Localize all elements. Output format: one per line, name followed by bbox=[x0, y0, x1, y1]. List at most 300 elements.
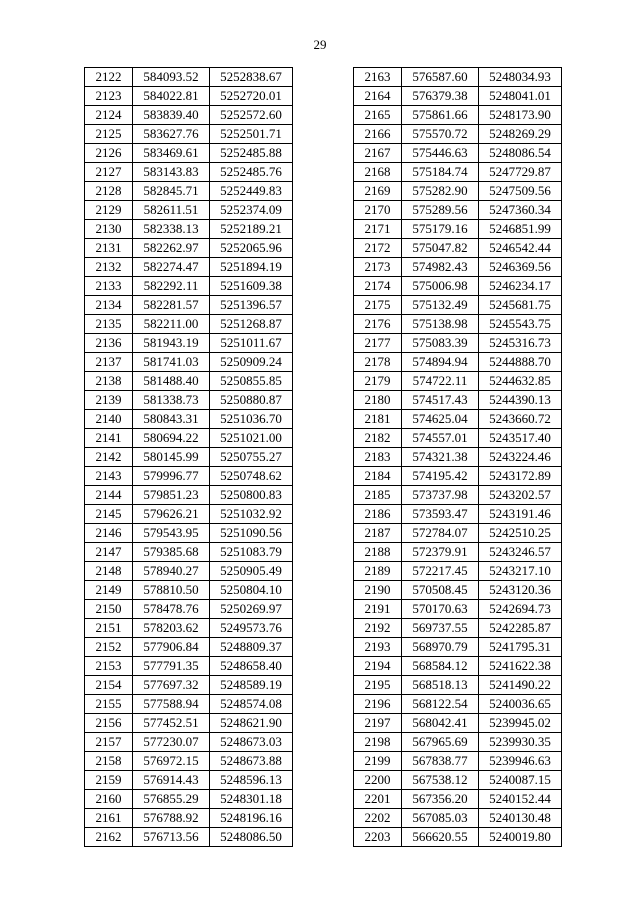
table-row bbox=[85, 752, 293, 771]
y-coordinate-cell: 5246234.17 bbox=[479, 277, 562, 296]
point-number-cell: 2168 bbox=[354, 163, 402, 182]
x-coordinate-cell: 568042.41 bbox=[402, 714, 479, 733]
table-row bbox=[85, 676, 293, 695]
table-row bbox=[85, 391, 293, 410]
point-number-cell: 2127 bbox=[85, 163, 133, 182]
table-row bbox=[354, 676, 562, 695]
x-coordinate-cell: 577588.94 bbox=[133, 695, 210, 714]
table-row bbox=[354, 562, 562, 581]
table-row bbox=[85, 372, 293, 391]
table-row bbox=[85, 714, 293, 733]
point-number-cell: 2164 bbox=[354, 87, 402, 106]
table-row bbox=[354, 524, 562, 543]
point-number-cell: 2136 bbox=[85, 334, 133, 353]
table-row bbox=[85, 828, 293, 847]
y-coordinate-cell: 5252572.60 bbox=[210, 106, 293, 125]
x-coordinate-cell: 582292.11 bbox=[133, 277, 210, 296]
point-number-cell: 2128 bbox=[85, 182, 133, 201]
point-number-cell: 2174 bbox=[354, 277, 402, 296]
table-row bbox=[354, 258, 562, 277]
table-row bbox=[354, 695, 562, 714]
point-number-cell: 2176 bbox=[354, 315, 402, 334]
y-coordinate-cell: 5240130.48 bbox=[479, 809, 562, 828]
table-row bbox=[85, 258, 293, 277]
table-row bbox=[85, 296, 293, 315]
x-coordinate-cell: 574722.11 bbox=[402, 372, 479, 391]
y-coordinate-cell: 5242285.87 bbox=[479, 619, 562, 638]
point-number-cell: 2150 bbox=[85, 600, 133, 619]
point-number-cell: 2152 bbox=[85, 638, 133, 657]
point-number-cell: 2190 bbox=[354, 581, 402, 600]
point-number-cell: 2183 bbox=[354, 448, 402, 467]
point-number-cell: 2175 bbox=[354, 296, 402, 315]
table-row bbox=[354, 486, 562, 505]
y-coordinate-cell: 5241622.38 bbox=[479, 657, 562, 676]
table-row bbox=[354, 809, 562, 828]
point-number-cell: 2193 bbox=[354, 638, 402, 657]
table-row bbox=[85, 201, 293, 220]
x-coordinate-cell: 582338.13 bbox=[133, 220, 210, 239]
table-row bbox=[85, 68, 293, 87]
table-row bbox=[354, 277, 562, 296]
x-coordinate-cell: 578940.27 bbox=[133, 562, 210, 581]
table-row bbox=[354, 163, 562, 182]
point-number-cell: 2156 bbox=[85, 714, 133, 733]
coordinates-table-right bbox=[353, 67, 562, 847]
table-row bbox=[85, 581, 293, 600]
y-coordinate-cell: 5248574.08 bbox=[210, 695, 293, 714]
table-row bbox=[354, 220, 562, 239]
table-row bbox=[354, 239, 562, 258]
point-number-cell: 2148 bbox=[85, 562, 133, 581]
point-number-cell: 2137 bbox=[85, 353, 133, 372]
point-number-cell: 2201 bbox=[354, 790, 402, 809]
table-row bbox=[85, 657, 293, 676]
x-coordinate-cell: 581943.19 bbox=[133, 334, 210, 353]
point-number-cell: 2151 bbox=[85, 619, 133, 638]
table-row bbox=[85, 277, 293, 296]
table-row bbox=[354, 87, 562, 106]
x-coordinate-cell: 579385.68 bbox=[133, 543, 210, 562]
point-number-cell: 2125 bbox=[85, 125, 133, 144]
table-row bbox=[354, 790, 562, 809]
y-coordinate-cell: 5240036.65 bbox=[479, 695, 562, 714]
table-row bbox=[354, 638, 562, 657]
y-coordinate-cell: 5250748.62 bbox=[210, 467, 293, 486]
y-coordinate-cell: 5248173.90 bbox=[479, 106, 562, 125]
point-number-cell: 2187 bbox=[354, 524, 402, 543]
x-coordinate-cell: 576379.38 bbox=[402, 87, 479, 106]
table-row bbox=[85, 562, 293, 581]
point-number-cell: 2131 bbox=[85, 239, 133, 258]
table-row bbox=[85, 410, 293, 429]
point-number-cell: 2135 bbox=[85, 315, 133, 334]
point-number-cell: 2179 bbox=[354, 372, 402, 391]
table-row bbox=[85, 448, 293, 467]
y-coordinate-cell: 5241795.31 bbox=[479, 638, 562, 657]
point-number-cell: 2147 bbox=[85, 543, 133, 562]
y-coordinate-cell: 5243202.57 bbox=[479, 486, 562, 505]
table-row bbox=[354, 410, 562, 429]
x-coordinate-cell: 573593.47 bbox=[402, 505, 479, 524]
table-row bbox=[85, 790, 293, 809]
table-row bbox=[85, 695, 293, 714]
x-coordinate-cell: 582611.51 bbox=[133, 201, 210, 220]
point-number-cell: 2161 bbox=[85, 809, 133, 828]
table-row bbox=[85, 144, 293, 163]
x-coordinate-cell: 578203.62 bbox=[133, 619, 210, 638]
x-coordinate-cell: 579851.23 bbox=[133, 486, 210, 505]
page-number: 29 bbox=[313, 37, 327, 52]
point-number-cell: 2142 bbox=[85, 448, 133, 467]
x-coordinate-cell: 581488.40 bbox=[133, 372, 210, 391]
point-number-cell: 2198 bbox=[354, 733, 402, 752]
x-coordinate-cell: 577230.07 bbox=[133, 733, 210, 752]
table-row bbox=[354, 733, 562, 752]
y-coordinate-cell: 5252485.76 bbox=[210, 163, 293, 182]
x-coordinate-cell: 580145.99 bbox=[133, 448, 210, 467]
x-coordinate-cell: 578810.50 bbox=[133, 581, 210, 600]
point-number-cell: 2122 bbox=[85, 68, 133, 87]
table-row bbox=[354, 657, 562, 676]
x-coordinate-cell: 579543.95 bbox=[133, 524, 210, 543]
table-row bbox=[354, 600, 562, 619]
x-coordinate-cell: 576788.92 bbox=[133, 809, 210, 828]
y-coordinate-cell: 5252485.88 bbox=[210, 144, 293, 163]
y-coordinate-cell: 5250804.10 bbox=[210, 581, 293, 600]
point-number-cell: 2146 bbox=[85, 524, 133, 543]
y-coordinate-cell: 5251032.92 bbox=[210, 505, 293, 524]
point-number-cell: 2138 bbox=[85, 372, 133, 391]
x-coordinate-cell: 573737.98 bbox=[402, 486, 479, 505]
x-coordinate-cell: 570508.45 bbox=[402, 581, 479, 600]
y-coordinate-cell: 5251011.67 bbox=[210, 334, 293, 353]
table-row bbox=[354, 144, 562, 163]
point-number-cell: 2182 bbox=[354, 429, 402, 448]
y-coordinate-cell: 5252449.83 bbox=[210, 182, 293, 201]
y-coordinate-cell: 5240087.15 bbox=[479, 771, 562, 790]
table-row bbox=[354, 334, 562, 353]
y-coordinate-cell: 5248596.13 bbox=[210, 771, 293, 790]
y-coordinate-cell: 5239945.02 bbox=[479, 714, 562, 733]
y-coordinate-cell: 5246369.56 bbox=[479, 258, 562, 277]
y-coordinate-cell: 5251396.57 bbox=[210, 296, 293, 315]
table-row bbox=[354, 581, 562, 600]
point-number-cell: 2166 bbox=[354, 125, 402, 144]
x-coordinate-cell: 575083.39 bbox=[402, 334, 479, 353]
point-number-cell: 2153 bbox=[85, 657, 133, 676]
point-number-cell: 2158 bbox=[85, 752, 133, 771]
point-number-cell: 2155 bbox=[85, 695, 133, 714]
y-coordinate-cell: 5252189.21 bbox=[210, 220, 293, 239]
table-row bbox=[85, 87, 293, 106]
x-coordinate-cell: 576972.15 bbox=[133, 752, 210, 771]
table-row bbox=[85, 809, 293, 828]
y-coordinate-cell: 5248809.37 bbox=[210, 638, 293, 657]
x-coordinate-cell: 580843.31 bbox=[133, 410, 210, 429]
table-row bbox=[354, 201, 562, 220]
x-coordinate-cell: 574517.43 bbox=[402, 391, 479, 410]
x-coordinate-cell: 575138.98 bbox=[402, 315, 479, 334]
table-row bbox=[85, 125, 293, 144]
point-number-cell: 2195 bbox=[354, 676, 402, 695]
point-number-cell: 2181 bbox=[354, 410, 402, 429]
point-number-cell: 2149 bbox=[85, 581, 133, 600]
y-coordinate-cell: 5243217.10 bbox=[479, 562, 562, 581]
table-row bbox=[354, 391, 562, 410]
x-coordinate-cell: 581741.03 bbox=[133, 353, 210, 372]
table-row bbox=[354, 828, 562, 847]
point-number-cell: 2141 bbox=[85, 429, 133, 448]
point-number-cell: 2140 bbox=[85, 410, 133, 429]
point-number-cell: 2163 bbox=[354, 68, 402, 87]
point-number-cell: 2144 bbox=[85, 486, 133, 505]
table-row bbox=[85, 429, 293, 448]
x-coordinate-cell: 568970.79 bbox=[402, 638, 479, 657]
y-coordinate-cell: 5251090.56 bbox=[210, 524, 293, 543]
y-coordinate-cell: 5250269.97 bbox=[210, 600, 293, 619]
y-coordinate-cell: 5248621.90 bbox=[210, 714, 293, 733]
y-coordinate-cell: 5243517.40 bbox=[479, 429, 562, 448]
y-coordinate-cell: 5248086.54 bbox=[479, 144, 562, 163]
table-row bbox=[354, 771, 562, 790]
x-coordinate-cell: 572379.91 bbox=[402, 543, 479, 562]
x-coordinate-cell: 575446.63 bbox=[402, 144, 479, 163]
y-coordinate-cell: 5250855.85 bbox=[210, 372, 293, 391]
point-number-cell: 2185 bbox=[354, 486, 402, 505]
x-coordinate-cell: 575289.56 bbox=[402, 201, 479, 220]
table-row bbox=[354, 68, 562, 87]
y-coordinate-cell: 5240152.44 bbox=[479, 790, 562, 809]
point-number-cell: 2188 bbox=[354, 543, 402, 562]
point-number-cell: 2134 bbox=[85, 296, 133, 315]
x-coordinate-cell: 579626.21 bbox=[133, 505, 210, 524]
table-row bbox=[85, 543, 293, 562]
x-coordinate-cell: 582211.00 bbox=[133, 315, 210, 334]
coordinates-table-left bbox=[84, 67, 293, 847]
y-coordinate-cell: 5245316.73 bbox=[479, 334, 562, 353]
x-coordinate-cell: 574625.04 bbox=[402, 410, 479, 429]
y-coordinate-cell: 5248086.50 bbox=[210, 828, 293, 847]
point-number-cell: 2165 bbox=[354, 106, 402, 125]
y-coordinate-cell: 5243246.57 bbox=[479, 543, 562, 562]
point-number-cell: 2203 bbox=[354, 828, 402, 847]
table-row bbox=[85, 524, 293, 543]
point-number-cell: 2139 bbox=[85, 391, 133, 410]
point-number-cell: 2172 bbox=[354, 239, 402, 258]
x-coordinate-cell: 575282.90 bbox=[402, 182, 479, 201]
x-coordinate-cell: 577697.32 bbox=[133, 676, 210, 695]
x-coordinate-cell: 572784.07 bbox=[402, 524, 479, 543]
point-number-cell: 2132 bbox=[85, 258, 133, 277]
x-coordinate-cell: 576713.56 bbox=[133, 828, 210, 847]
y-coordinate-cell: 5252065.96 bbox=[210, 239, 293, 258]
y-coordinate-cell: 5248673.88 bbox=[210, 752, 293, 771]
x-coordinate-cell: 567085.03 bbox=[402, 809, 479, 828]
x-coordinate-cell: 582281.57 bbox=[133, 296, 210, 315]
table-row bbox=[354, 106, 562, 125]
x-coordinate-cell: 584093.52 bbox=[133, 68, 210, 87]
x-coordinate-cell: 574195.42 bbox=[402, 467, 479, 486]
point-number-cell: 2143 bbox=[85, 467, 133, 486]
point-number-cell: 2126 bbox=[85, 144, 133, 163]
x-coordinate-cell: 575047.82 bbox=[402, 239, 479, 258]
table-row bbox=[85, 182, 293, 201]
table-row bbox=[354, 429, 562, 448]
x-coordinate-cell: 584022.81 bbox=[133, 87, 210, 106]
y-coordinate-cell: 5252501.71 bbox=[210, 125, 293, 144]
x-coordinate-cell: 567838.77 bbox=[402, 752, 479, 771]
table-row bbox=[85, 771, 293, 790]
x-coordinate-cell: 578478.76 bbox=[133, 600, 210, 619]
x-coordinate-cell: 577452.51 bbox=[133, 714, 210, 733]
table-row bbox=[354, 296, 562, 315]
table-row bbox=[354, 182, 562, 201]
y-coordinate-cell: 5251894.19 bbox=[210, 258, 293, 277]
y-coordinate-cell: 5246851.99 bbox=[479, 220, 562, 239]
table-row bbox=[85, 353, 293, 372]
x-coordinate-cell: 574982.43 bbox=[402, 258, 479, 277]
table-row bbox=[354, 353, 562, 372]
y-coordinate-cell: 5250905.49 bbox=[210, 562, 293, 581]
point-number-cell: 2162 bbox=[85, 828, 133, 847]
y-coordinate-cell: 5250800.83 bbox=[210, 486, 293, 505]
y-coordinate-cell: 5239930.35 bbox=[479, 733, 562, 752]
point-number-cell: 2192 bbox=[354, 619, 402, 638]
x-coordinate-cell: 574557.01 bbox=[402, 429, 479, 448]
point-number-cell: 2186 bbox=[354, 505, 402, 524]
point-number-cell: 2157 bbox=[85, 733, 133, 752]
y-coordinate-cell: 5241490.22 bbox=[479, 676, 562, 695]
x-coordinate-cell: 580694.22 bbox=[133, 429, 210, 448]
table-row bbox=[85, 467, 293, 486]
y-coordinate-cell: 5250909.24 bbox=[210, 353, 293, 372]
point-number-cell: 2167 bbox=[354, 144, 402, 163]
point-number-cell: 2194 bbox=[354, 657, 402, 676]
x-coordinate-cell: 583839.40 bbox=[133, 106, 210, 125]
y-coordinate-cell: 5243120.36 bbox=[479, 581, 562, 600]
point-number-cell: 2129 bbox=[85, 201, 133, 220]
table-row bbox=[85, 315, 293, 334]
y-coordinate-cell: 5248658.40 bbox=[210, 657, 293, 676]
point-number-cell: 2177 bbox=[354, 334, 402, 353]
point-number-cell: 2169 bbox=[354, 182, 402, 201]
table-row bbox=[85, 505, 293, 524]
table-row bbox=[85, 733, 293, 752]
y-coordinate-cell: 5251609.38 bbox=[210, 277, 293, 296]
point-number-cell: 2200 bbox=[354, 771, 402, 790]
x-coordinate-cell: 583627.76 bbox=[133, 125, 210, 144]
y-coordinate-cell: 5243660.72 bbox=[479, 410, 562, 429]
y-coordinate-cell: 5243172.89 bbox=[479, 467, 562, 486]
y-coordinate-cell: 5252720.01 bbox=[210, 87, 293, 106]
y-coordinate-cell: 5246542.44 bbox=[479, 239, 562, 258]
table-row bbox=[85, 163, 293, 182]
x-coordinate-cell: 566620.55 bbox=[402, 828, 479, 847]
table-row bbox=[85, 334, 293, 353]
x-coordinate-cell: 582845.71 bbox=[133, 182, 210, 201]
point-number-cell: 2197 bbox=[354, 714, 402, 733]
y-coordinate-cell: 5247509.56 bbox=[479, 182, 562, 201]
table-row bbox=[354, 315, 562, 334]
point-number-cell: 2130 bbox=[85, 220, 133, 239]
table-row bbox=[354, 467, 562, 486]
point-number-cell: 2196 bbox=[354, 695, 402, 714]
x-coordinate-cell: 568584.12 bbox=[402, 657, 479, 676]
x-coordinate-cell: 569737.55 bbox=[402, 619, 479, 638]
table-row bbox=[85, 619, 293, 638]
y-coordinate-cell: 5242694.73 bbox=[479, 600, 562, 619]
point-number-cell: 2191 bbox=[354, 600, 402, 619]
x-coordinate-cell: 575006.98 bbox=[402, 277, 479, 296]
x-coordinate-cell: 575179.16 bbox=[402, 220, 479, 239]
x-coordinate-cell: 583469.61 bbox=[133, 144, 210, 163]
x-coordinate-cell: 576914.43 bbox=[133, 771, 210, 790]
point-number-cell: 2123 bbox=[85, 87, 133, 106]
y-coordinate-cell: 5245543.75 bbox=[479, 315, 562, 334]
x-coordinate-cell: 583143.83 bbox=[133, 163, 210, 182]
x-coordinate-cell: 581338.73 bbox=[133, 391, 210, 410]
point-number-cell: 2202 bbox=[354, 809, 402, 828]
y-coordinate-cell: 5240019.80 bbox=[479, 828, 562, 847]
x-coordinate-cell: 568518.13 bbox=[402, 676, 479, 695]
y-coordinate-cell: 5251036.70 bbox=[210, 410, 293, 429]
x-coordinate-cell: 577906.84 bbox=[133, 638, 210, 657]
x-coordinate-cell: 575132.49 bbox=[402, 296, 479, 315]
table-row bbox=[85, 239, 293, 258]
table-row bbox=[354, 372, 562, 391]
point-number-cell: 2189 bbox=[354, 562, 402, 581]
y-coordinate-cell: 5248589.19 bbox=[210, 676, 293, 695]
y-coordinate-cell: 5247360.34 bbox=[479, 201, 562, 220]
y-coordinate-cell: 5252374.09 bbox=[210, 201, 293, 220]
table-row bbox=[85, 106, 293, 125]
y-coordinate-cell: 5250755.27 bbox=[210, 448, 293, 467]
x-coordinate-cell: 576855.29 bbox=[133, 790, 210, 809]
point-number-cell: 2199 bbox=[354, 752, 402, 771]
table-row bbox=[85, 638, 293, 657]
x-coordinate-cell: 568122.54 bbox=[402, 695, 479, 714]
x-coordinate-cell: 582274.47 bbox=[133, 258, 210, 277]
y-coordinate-cell: 5244632.85 bbox=[479, 372, 562, 391]
table-row bbox=[85, 220, 293, 239]
point-number-cell: 2178 bbox=[354, 353, 402, 372]
y-coordinate-cell: 5239946.63 bbox=[479, 752, 562, 771]
table-row bbox=[354, 125, 562, 144]
x-coordinate-cell: 567965.69 bbox=[402, 733, 479, 752]
x-coordinate-cell: 575861.66 bbox=[402, 106, 479, 125]
y-coordinate-cell: 5251083.79 bbox=[210, 543, 293, 562]
x-coordinate-cell: 574894.94 bbox=[402, 353, 479, 372]
table-row bbox=[354, 448, 562, 467]
x-coordinate-cell: 575570.72 bbox=[402, 125, 479, 144]
table-row bbox=[85, 486, 293, 505]
point-number-cell: 2133 bbox=[85, 277, 133, 296]
x-coordinate-cell: 577791.35 bbox=[133, 657, 210, 676]
table-row bbox=[354, 714, 562, 733]
y-coordinate-cell: 5248034.93 bbox=[479, 68, 562, 87]
point-number-cell: 2124 bbox=[85, 106, 133, 125]
y-coordinate-cell: 5244390.13 bbox=[479, 391, 562, 410]
y-coordinate-cell: 5251021.00 bbox=[210, 429, 293, 448]
y-coordinate-cell: 5250880.87 bbox=[210, 391, 293, 410]
x-coordinate-cell: 574321.38 bbox=[402, 448, 479, 467]
x-coordinate-cell: 567356.20 bbox=[402, 790, 479, 809]
x-coordinate-cell: 567538.12 bbox=[402, 771, 479, 790]
y-coordinate-cell: 5247729.87 bbox=[479, 163, 562, 182]
y-coordinate-cell: 5244888.70 bbox=[479, 353, 562, 372]
y-coordinate-cell: 5248041.01 bbox=[479, 87, 562, 106]
